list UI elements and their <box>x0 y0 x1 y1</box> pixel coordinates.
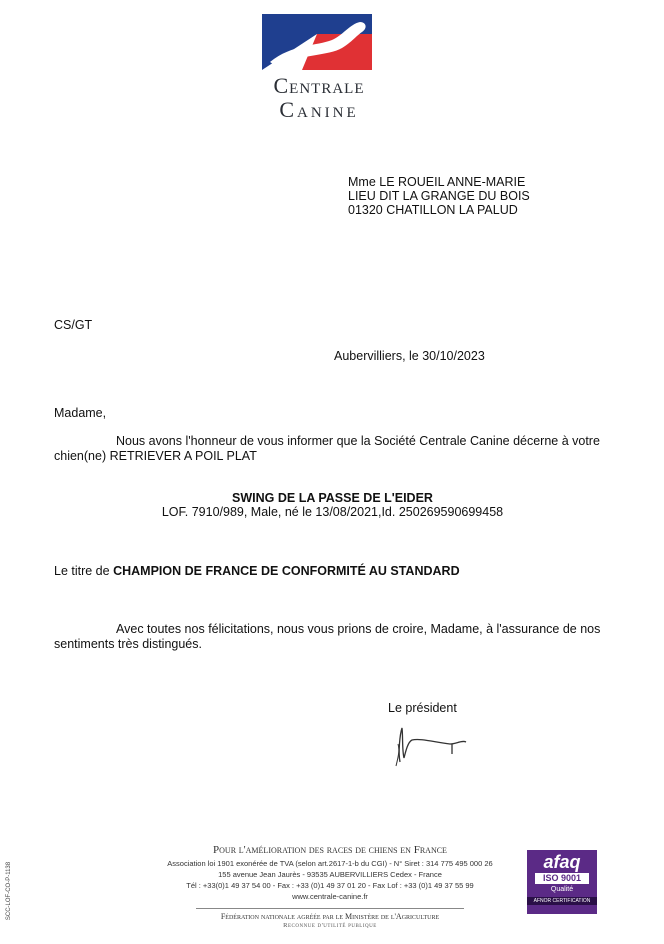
federation-line: Fédération nationale agréée par le Ministère de l'Agriculture <box>220 912 440 921</box>
signature-image <box>390 722 470 770</box>
afaq-brand: afaq <box>543 852 581 872</box>
afaq-iso-badge <box>527 850 597 914</box>
footer-line-3: Tél : +33(0)1 49 37 54 00 - Fax : +33 (0)1 49 37 01 20 - Fax Lof : +33 (0)1 49 37 55 99 <box>186 881 474 890</box>
closing-line-1: Avec toutes nos félicitations, nous vous prions de croire, Madame, à l'assurance de nos <box>116 622 601 636</box>
salutation: Madame, <box>54 406 107 420</box>
public-utility-line: Reconnue d'utilité publique <box>283 922 377 929</box>
centrale-canine-logo <box>262 14 372 70</box>
footer-line-1: Association loi 1901 exonérée de TVA (selon art.2617-1-b du CGI) - N° Siret : 314 775 495 000 26 <box>167 859 493 868</box>
reference: CS/GT <box>54 318 93 332</box>
brand-line-2: Canine <box>279 97 359 122</box>
body-para1-line2: chien(ne) RETRIEVER A POIL PLAT <box>54 449 257 463</box>
footer-divider <box>196 908 464 909</box>
dog-details: LOF. 7910/989, Male, né le 13/08/2021,Id. 250269590699458 <box>161 505 504 519</box>
dog-name: SWING DE LA PASSE DE L'EIDER <box>232 491 433 505</box>
title-prefix: Le titre de <box>54 564 114 578</box>
footer-title: Pour l'amélioration des races de chiens en France <box>213 844 447 856</box>
afaq-quality: Qualité <box>550 886 574 893</box>
title-line <box>54 563 460 579</box>
recipient-address-2: 01320 CHATILLON LA PALUD <box>348 203 518 217</box>
afaq-certification: AFNOR CERTIFICATION <box>527 897 597 905</box>
title-name: CHAMPION DE FRANCE DE CONFORMITÉ AU STANDARD <box>113 564 460 578</box>
closing-line-2: sentiments très distingués. <box>54 637 202 651</box>
date-line: Aubervilliers, le 30/10/2023 <box>334 349 485 363</box>
footer-website: www.centrale-canine.fr <box>292 892 368 901</box>
signature-role: Le président <box>388 701 457 715</box>
recipient-name: Mme LE ROUEIL ANNE-MARIE <box>348 175 526 189</box>
body-para1-line1: Nous avons l'honneur de vous informer que la Société Centrale Canine décerne à votre <box>116 434 600 448</box>
brand-line-1: Centrale <box>273 73 365 98</box>
afaq-iso: ISO 9001 <box>535 873 589 884</box>
document-code: SCC-LOF-CO-P-1138 <box>6 861 12 921</box>
footer-line-2: 155 avenue Jean Jaurès - 93535 AUBERVILLIERS Cedex - France <box>218 870 442 879</box>
recipient-address-1: LIEU DIT LA GRANGE DU BOIS <box>348 189 530 203</box>
